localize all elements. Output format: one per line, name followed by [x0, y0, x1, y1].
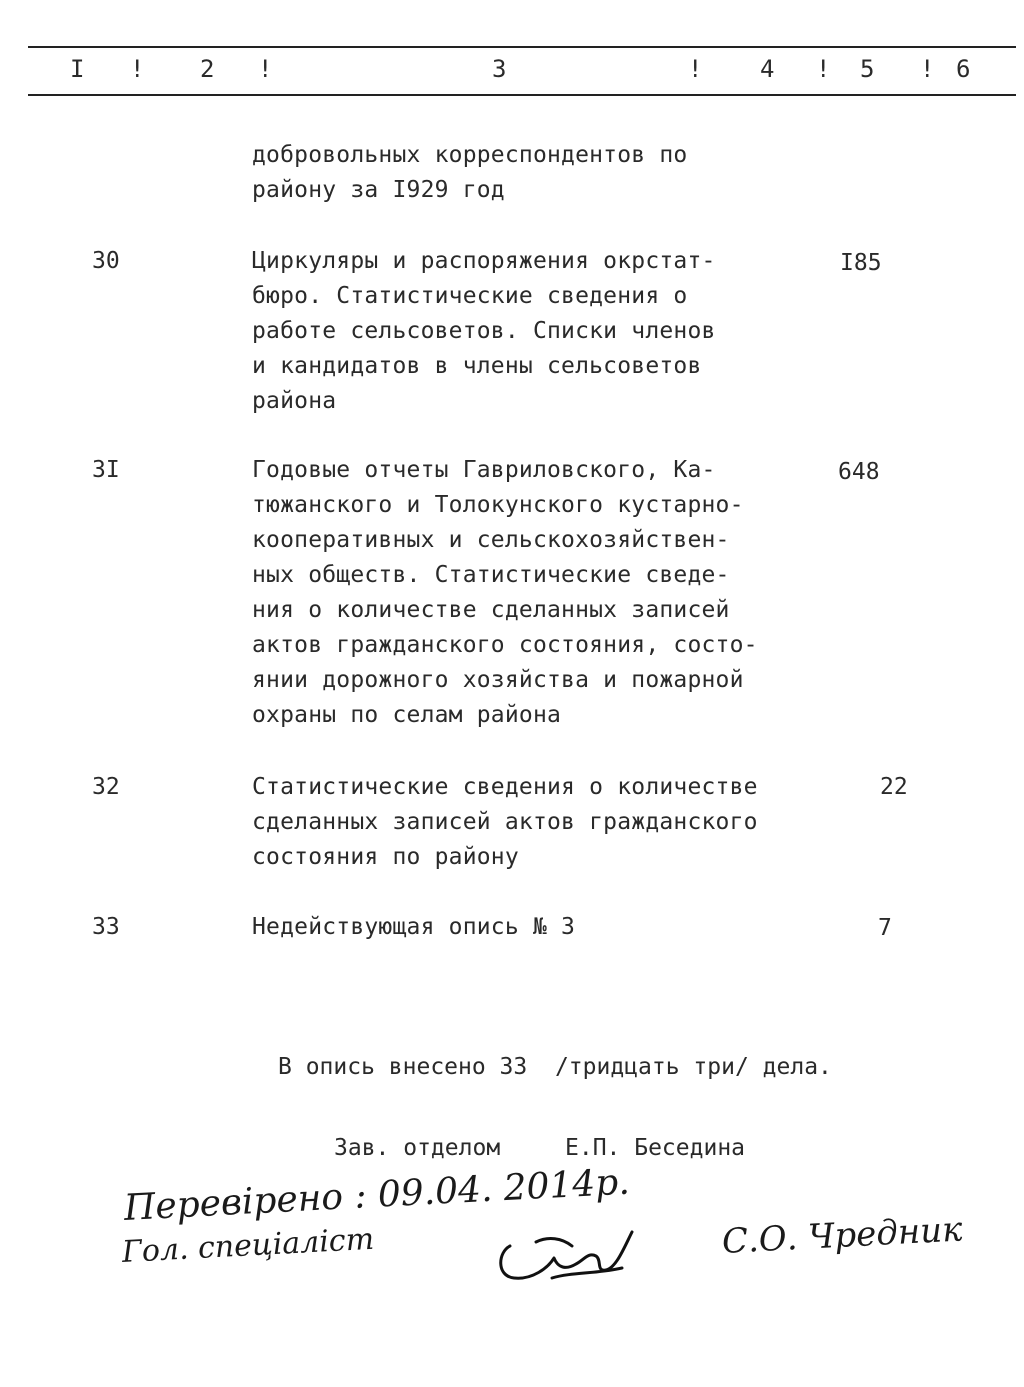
entry-description: Статистические сведения о количестве сделанных записей актов гражданского состояния по району [252, 774, 758, 870]
head-title: Зав. отделом [334, 1135, 501, 1161]
header-sep-1: ! [130, 55, 145, 83]
summary-line: В опись внесено 33 /тридцать три/ дела. [278, 1054, 832, 1080]
verification-name: С.О. Чредник [720, 1209, 964, 1262]
entry-description: Годовые отчеты Гавриловского, Ка- тюжанского и Толокунского кустарно- кооперативных и сельскохозяйствен- ных обществ. Статистические сведе- ния о количестве сделанных записей актов гражданского состояния, состо- янии дорожного хозяйства и пожарной охраны по селам района [252, 457, 758, 728]
verification-line-2: Гол. спеціаліст [121, 1221, 375, 1270]
header-col-5: 5 [860, 55, 875, 83]
entry-number: 3I [92, 457, 120, 483]
head-name: Е.П. Беседина [565, 1135, 746, 1161]
verification-line-1: Перевірено : 09.04. 2014р. [122, 1161, 631, 1229]
header-bottom-rule [28, 94, 1016, 96]
signature-icon [492, 1212, 642, 1292]
entry-number: 32 [92, 774, 120, 800]
entry-sheets: 648 [838, 459, 880, 485]
header-col-1: I [70, 55, 85, 83]
entry-sheets: I85 [840, 250, 882, 276]
entry-sheets: 22 [880, 774, 908, 800]
entry-number: 30 [92, 248, 120, 274]
entry-sheets: 7 [878, 915, 892, 941]
header-col-3: 3 [492, 55, 507, 83]
entry-number: 33 [92, 914, 120, 940]
header-col-6: 6 [956, 55, 971, 83]
header-sep-2: ! [258, 55, 273, 83]
header-top-rule [28, 46, 1016, 48]
header-sep-4: ! [816, 55, 831, 83]
entry-description: Циркуляры и распоряжения окрстат- бюро. Статистические сведения о работе сельсоветов. Списки членов и кандидатов в члены сельсоветов района [252, 248, 716, 414]
header-col-4: 4 [760, 55, 775, 83]
continuation-text: добровольных корреспондентов по району за I929 год [252, 142, 688, 203]
header-sep-5: ! [920, 55, 935, 83]
header-col-2: 2 [200, 55, 215, 83]
entry-description: Недействующая опись № 3 [252, 914, 576, 940]
header-sep-3: ! [688, 55, 703, 83]
